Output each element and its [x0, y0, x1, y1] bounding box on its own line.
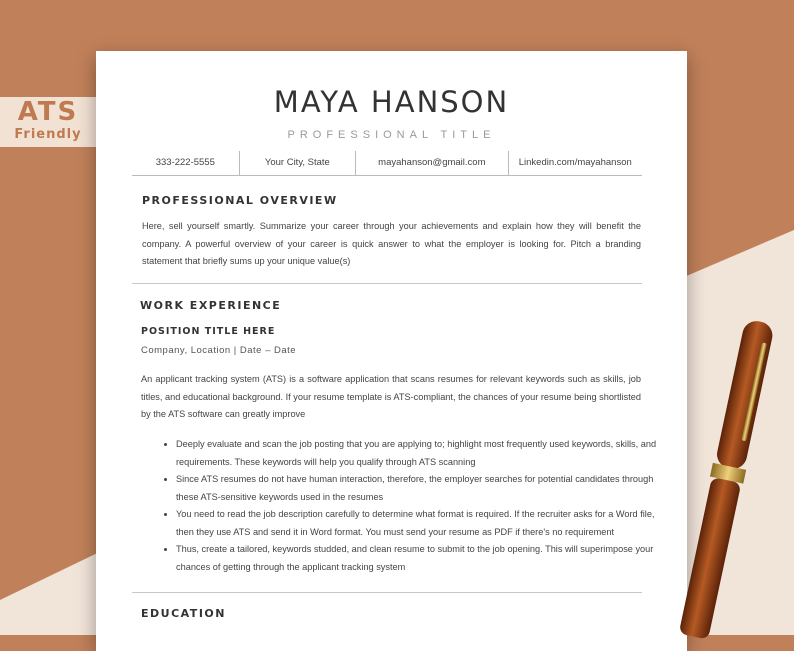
- ats-badge: [0, 97, 96, 147]
- bullet-item: • Deeply evaluate and scan the job posting that you are applying to; highlight most frequently used keywords, skills, and requirements. These keywords will help you qualify through ATS scanning: [176, 436, 659, 471]
- contact-phone: 333-222-5555: [132, 151, 240, 175]
- pen-image: [676, 318, 776, 648]
- bullet-item: • Since ATS resumes do not have human interaction, therefore, the employer searches for potential candidates through these ATS-sensitive keywords used in the resumes: [176, 471, 659, 506]
- contact-email: mayahanson@gmail.com: [356, 151, 508, 175]
- badge-subtitle: Friendly: [14, 127, 82, 142]
- contact-bar: [132, 151, 642, 176]
- resume-title: PROFESSIONAL TITLE: [287, 129, 496, 141]
- experience-bullets: [158, 436, 659, 576]
- contact-linkedin: Linkedin.com/mayahanson: [518, 157, 632, 168]
- overview-heading: PROFESSIONAL OVERVIEW: [142, 194, 338, 207]
- overview-text: Here, sell yourself smartly. Summarize your career through your achievements and explain how they will benefit the company. A powerful overview of your career is quick answer to what the employer is looking for. Pitch a branding statement that briefly sums up your unique value(s): [142, 221, 641, 266]
- company-line: Company, Location | Date – Date: [141, 345, 297, 356]
- experience-divider: [132, 592, 642, 593]
- bullet-item: • You need to read the job description carefully to determine what format is required. If the recruiter asks for a Word file, then they use ATS and send it in Word format. You must send your resume as PDF if there's no requirement: [176, 506, 659, 541]
- position-title: POSITION TITLE HERE: [141, 326, 276, 337]
- experience-intro: An applicant tracking system (ATS) is a software application that scans resumes for relevant keywords such as skills, job titles, and educational background. If your resume template is ATS-compliant, the chances of your resume being shortlisted by the ATS software can greatly improve: [141, 374, 641, 419]
- overview-divider: [132, 283, 642, 284]
- contact-location: Your City, State: [240, 151, 357, 175]
- badge-title: ATS: [17, 97, 79, 127]
- education-heading: EDUCATION: [141, 607, 226, 620]
- bullet-item: • Thus, create a tailored, keywords studded, and clean resume to submit to the job opening. This will superimpose your chances of getting through the applicant tracking system: [176, 541, 659, 576]
- experience-heading: WORK EXPERIENCE: [140, 299, 282, 312]
- resume-name: MAYA HANSON: [273, 85, 510, 119]
- resume-page: [96, 51, 687, 651]
